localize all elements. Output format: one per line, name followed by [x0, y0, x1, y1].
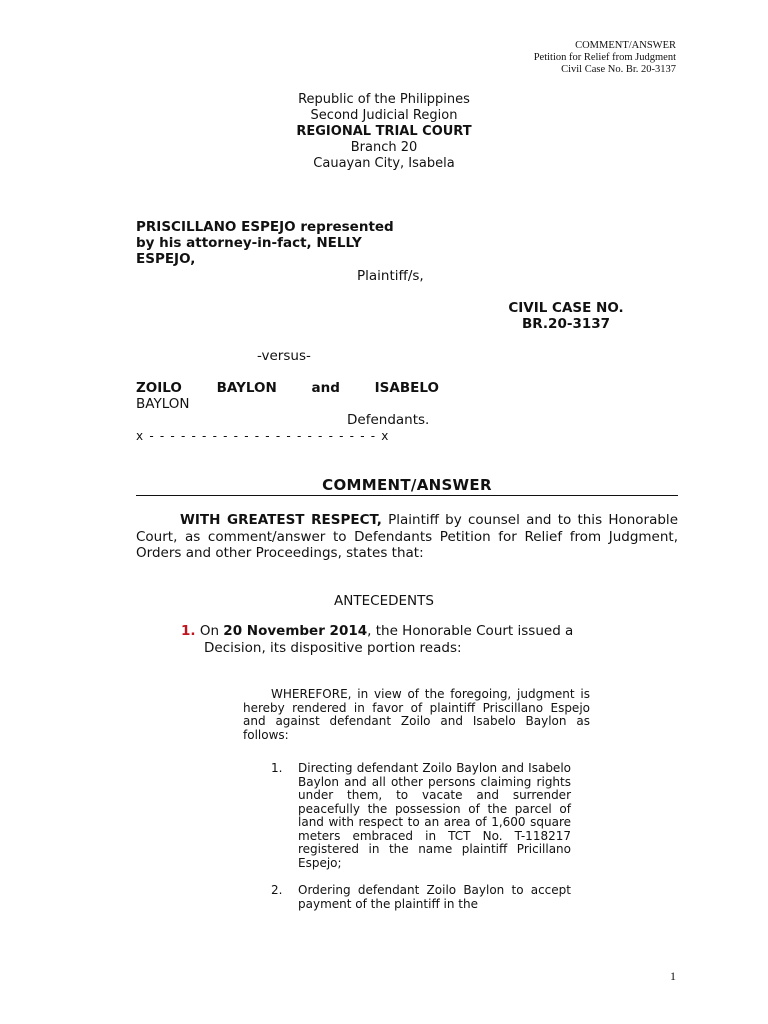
list-item-text: Directing defendant Zoilo Baylon and Isabelo Baylon and all other persons claiming rights under them, to vacate and surrender peacefully the possession of the parcel of land with respect to an area of 1,600 square meters embraced in TCT No. T-118217 registered in the name plaintiff Pricillano Espejo;	[298, 761, 571, 870]
item-1-line-1	[181, 623, 678, 640]
defendants-block	[136, 380, 439, 412]
plaintiff-line-1: PRISCILLANO ESPEJO represented	[136, 219, 394, 235]
court-branch: Branch 20	[350, 140, 418, 155]
caption-separator: x - - - - - - - - - - - - - - - - - - - - - - x	[136, 429, 390, 443]
header-case-ref: Civil Case No. Br. 20-3137	[561, 64, 676, 75]
intro-text: Plaintiff by counsel and to this Honorable Court, as comment/answer to Defendants Petition for Relief from Judgment, Orders and other Proceedings, states that:	[136, 512, 678, 561]
defendant-word-2: BAYLON	[216, 380, 277, 396]
defendants-line-1	[136, 380, 439, 396]
plaintiff-role: Plaintiff/s,	[357, 268, 424, 284]
defendants-line-2: BAYLON	[136, 396, 190, 412]
intro-lead: WITH GREATEST RESPECT,	[180, 512, 382, 528]
item-post: , the Honorable Court issued a	[367, 623, 574, 639]
list-item	[271, 884, 571, 911]
case-number	[506, 300, 626, 332]
defendant-word-1: ZOILO	[136, 380, 182, 396]
header-title: COMMENT/ANSWER	[575, 40, 676, 51]
running-header	[534, 40, 676, 76]
item-date: 20 November 2014	[223, 623, 368, 639]
court-name: REGIONAL TRIAL COURT	[296, 124, 472, 139]
court-republic: Republic of the Philippines	[298, 92, 470, 107]
plaintiff-line-3: ESPEJO,	[136, 251, 196, 267]
item-1-line-2: Decision, its dispositive portion reads:	[204, 640, 462, 656]
plaintiff-line-2a: by his attorney-in-fact,	[136, 235, 312, 251]
quote-text: WHEREFORE, in view of the foregoing, judgment is hereby rendered in favor of plaintiff Priscillano Espejo and against defendant Zoilo and Isabelo Baylon as follows:	[243, 687, 590, 742]
list-item-text: Ordering defendant Zoilo Baylon to accept payment of the plaintiff in the	[298, 883, 571, 911]
intro-paragraph	[136, 512, 678, 562]
case-number-value: BR.20-3137	[521, 316, 611, 332]
court-region: Second Judicial Region	[310, 108, 458, 123]
list-item	[271, 762, 571, 870]
quoted-dispositive	[243, 688, 590, 742]
page-number: 1	[670, 969, 676, 983]
court-heading	[0, 92, 768, 172]
header-subtitle: Petition for Relief from Judgment	[533, 52, 676, 63]
defendant-word-3: and	[311, 380, 340, 396]
numbered-item-1	[181, 623, 678, 657]
plaintiff-line-2	[136, 235, 441, 251]
case-number-label: CIVIL CASE NO.	[508, 300, 624, 316]
defendant-word-4: ISABELO	[374, 380, 439, 396]
item-pre: On	[195, 623, 224, 639]
quoted-list	[271, 762, 571, 925]
plaintiff-block	[136, 219, 441, 267]
title-rule	[136, 495, 678, 496]
list-item-number: 2.	[271, 883, 283, 897]
defendant-role: Defendants.	[347, 412, 430, 428]
section-heading: ANTECEDENTS	[334, 593, 434, 609]
list-item-number: 1.	[271, 761, 283, 775]
document-title: COMMENT/ANSWER	[322, 476, 492, 494]
item-number: 1.	[181, 623, 196, 639]
versus-label: -versus-	[257, 348, 311, 364]
plaintiff-line-2b: NELLY	[311, 235, 362, 251]
court-location: Cauayan City, Isabela	[313, 156, 455, 171]
